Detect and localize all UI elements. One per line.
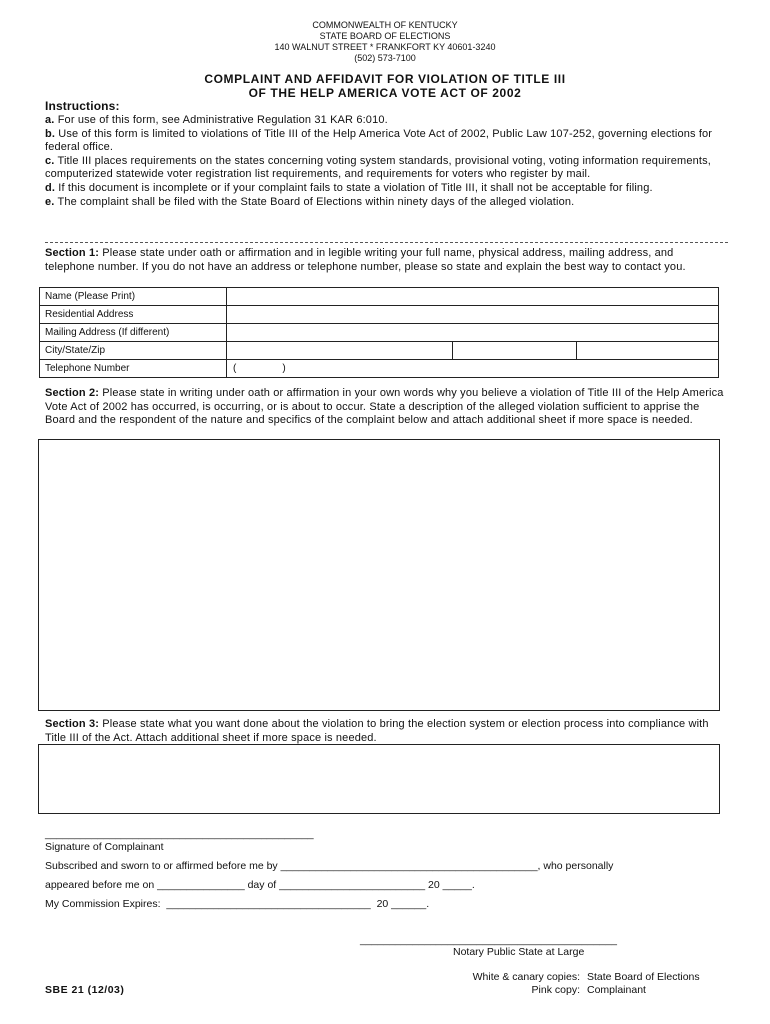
state-field[interactable]: [453, 342, 577, 360]
instruction-item: a. For use of this form, see Administrative Regulation 31 KAR 6:010.: [45, 114, 388, 126]
mailing-address-label: Mailing Address (If different): [40, 324, 227, 342]
telephone-label: Telephone Number: [40, 360, 227, 378]
remedy-request-box[interactable]: [38, 744, 720, 814]
name-field[interactable]: [227, 288, 719, 306]
residential-address-label: Residential Address: [40, 306, 227, 324]
header-line-1: COMMONWEALTH OF KENTUCKY: [312, 20, 458, 30]
notary-signature-line[interactable]: ____________________________________________: [360, 934, 617, 946]
copies-pink-label: Pink copy:: [531, 984, 580, 996]
name-label: Name (Please Print): [40, 288, 227, 306]
table-row: [40, 306, 719, 324]
table-row: [40, 360, 719, 378]
table-row: [40, 324, 719, 342]
instruction-item: d. If this document is incomplete or if your complaint fails to state a violation of Title III, it shall not be acceptable for filing.: [45, 181, 653, 194]
instructions-list: [45, 114, 725, 209]
section-1-label: Section 1:: [45, 247, 100, 259]
dashed-divider: [45, 242, 728, 243]
header-line-4: (502) 573-7100: [354, 53, 416, 63]
zip-field[interactable]: [577, 342, 719, 360]
sworn-statement: Subscribed and sworn to or affirmed before me by ____________________________________________, who personally: [45, 860, 614, 872]
section-2-instructions: Section 2: Please state in writing under oath or affirmation in your own words why you believe a violation of Title III of the Help America Vote Act of 2002 has occurred, is occurring, or is about to occur. State a description of the alleged violation sufficient to apprise the Board and the respondent of the nature and specifics of the complaint below and attach additional sheet if more space is needed.: [45, 387, 724, 427]
area-code-close-paren: ): [282, 363, 286, 374]
notary-label: Notary Public State at Large: [453, 946, 585, 958]
form-title-line-1: COMPLAINT AND AFFIDAVIT FOR VIOLATION OF TITLE III: [204, 72, 566, 86]
appeared-statement: appeared before me on _______________ day of _________________________ 20 _____.: [45, 879, 475, 891]
instruction-item: c. Title III places requirements on the states concerning voting system standards, provisional voting, voting information requirements, computerized statewide voter registration list requirements, and requirements for voters who register by mail.: [45, 154, 711, 181]
signature-line[interactable]: ______________________________________________: [45, 828, 314, 840]
form-title-line-2: OF THE HELP AMERICA VOTE ACT OF 2002: [248, 86, 522, 100]
form-id: SBE 21 (12/03): [45, 984, 125, 996]
copies-pink-value: Complainant: [587, 984, 646, 996]
table-row: [40, 288, 719, 306]
table-row: [40, 342, 719, 360]
area-code-open-paren: (: [233, 363, 237, 374]
section-1-instructions: Section 1: Please state under oath or affirmation and in legible writing your full name, physical address, mailing address, and telephone number. If you do not have an address or telephone number, please so state and explain the best way to contact you.: [45, 247, 686, 273]
copies-white-canary-label: White & canary copies:: [472, 971, 580, 983]
violation-description-box[interactable]: [38, 439, 720, 711]
signature-label: Signature of Complainant: [45, 841, 164, 853]
instruction-item: b. Use of this form is limited to violations of Title III of the Help America Vote Act of 2002, Public Law 107-252, governing elections for federal office.: [45, 127, 713, 154]
section-2-label: Section 2:: [45, 387, 100, 399]
city-field[interactable]: [227, 342, 453, 360]
copies-white-canary-value: State Board of Elections: [587, 971, 700, 983]
city-state-zip-label: City/State/Zip: [40, 342, 227, 360]
instructions-heading: Instructions:: [45, 99, 120, 113]
telephone-field[interactable]: [227, 360, 719, 378]
commission-expires: My Commission Expires: ___________________________________ 20 ______.: [45, 898, 430, 910]
instruction-item: e. The complaint shall be filed with the State Board of Elections within ninety days of the alleged violation.: [45, 195, 575, 208]
header-line-2: STATE BOARD OF ELECTIONS: [319, 31, 451, 41]
section-3-label: Section 3:: [45, 718, 100, 730]
contact-info-table: [39, 287, 719, 378]
residential-address-field[interactable]: [227, 306, 719, 324]
header-line-3: 140 WALNUT STREET * FRANKFORT KY 40601-3240: [274, 42, 496, 52]
mailing-address-field[interactable]: [227, 324, 719, 342]
section-3-instructions: Section 3: Please state what you want done about the violation to bring the election system or election process into compliance with Title III of the Act. Attach additional sheet if more space is needed.: [45, 718, 709, 744]
